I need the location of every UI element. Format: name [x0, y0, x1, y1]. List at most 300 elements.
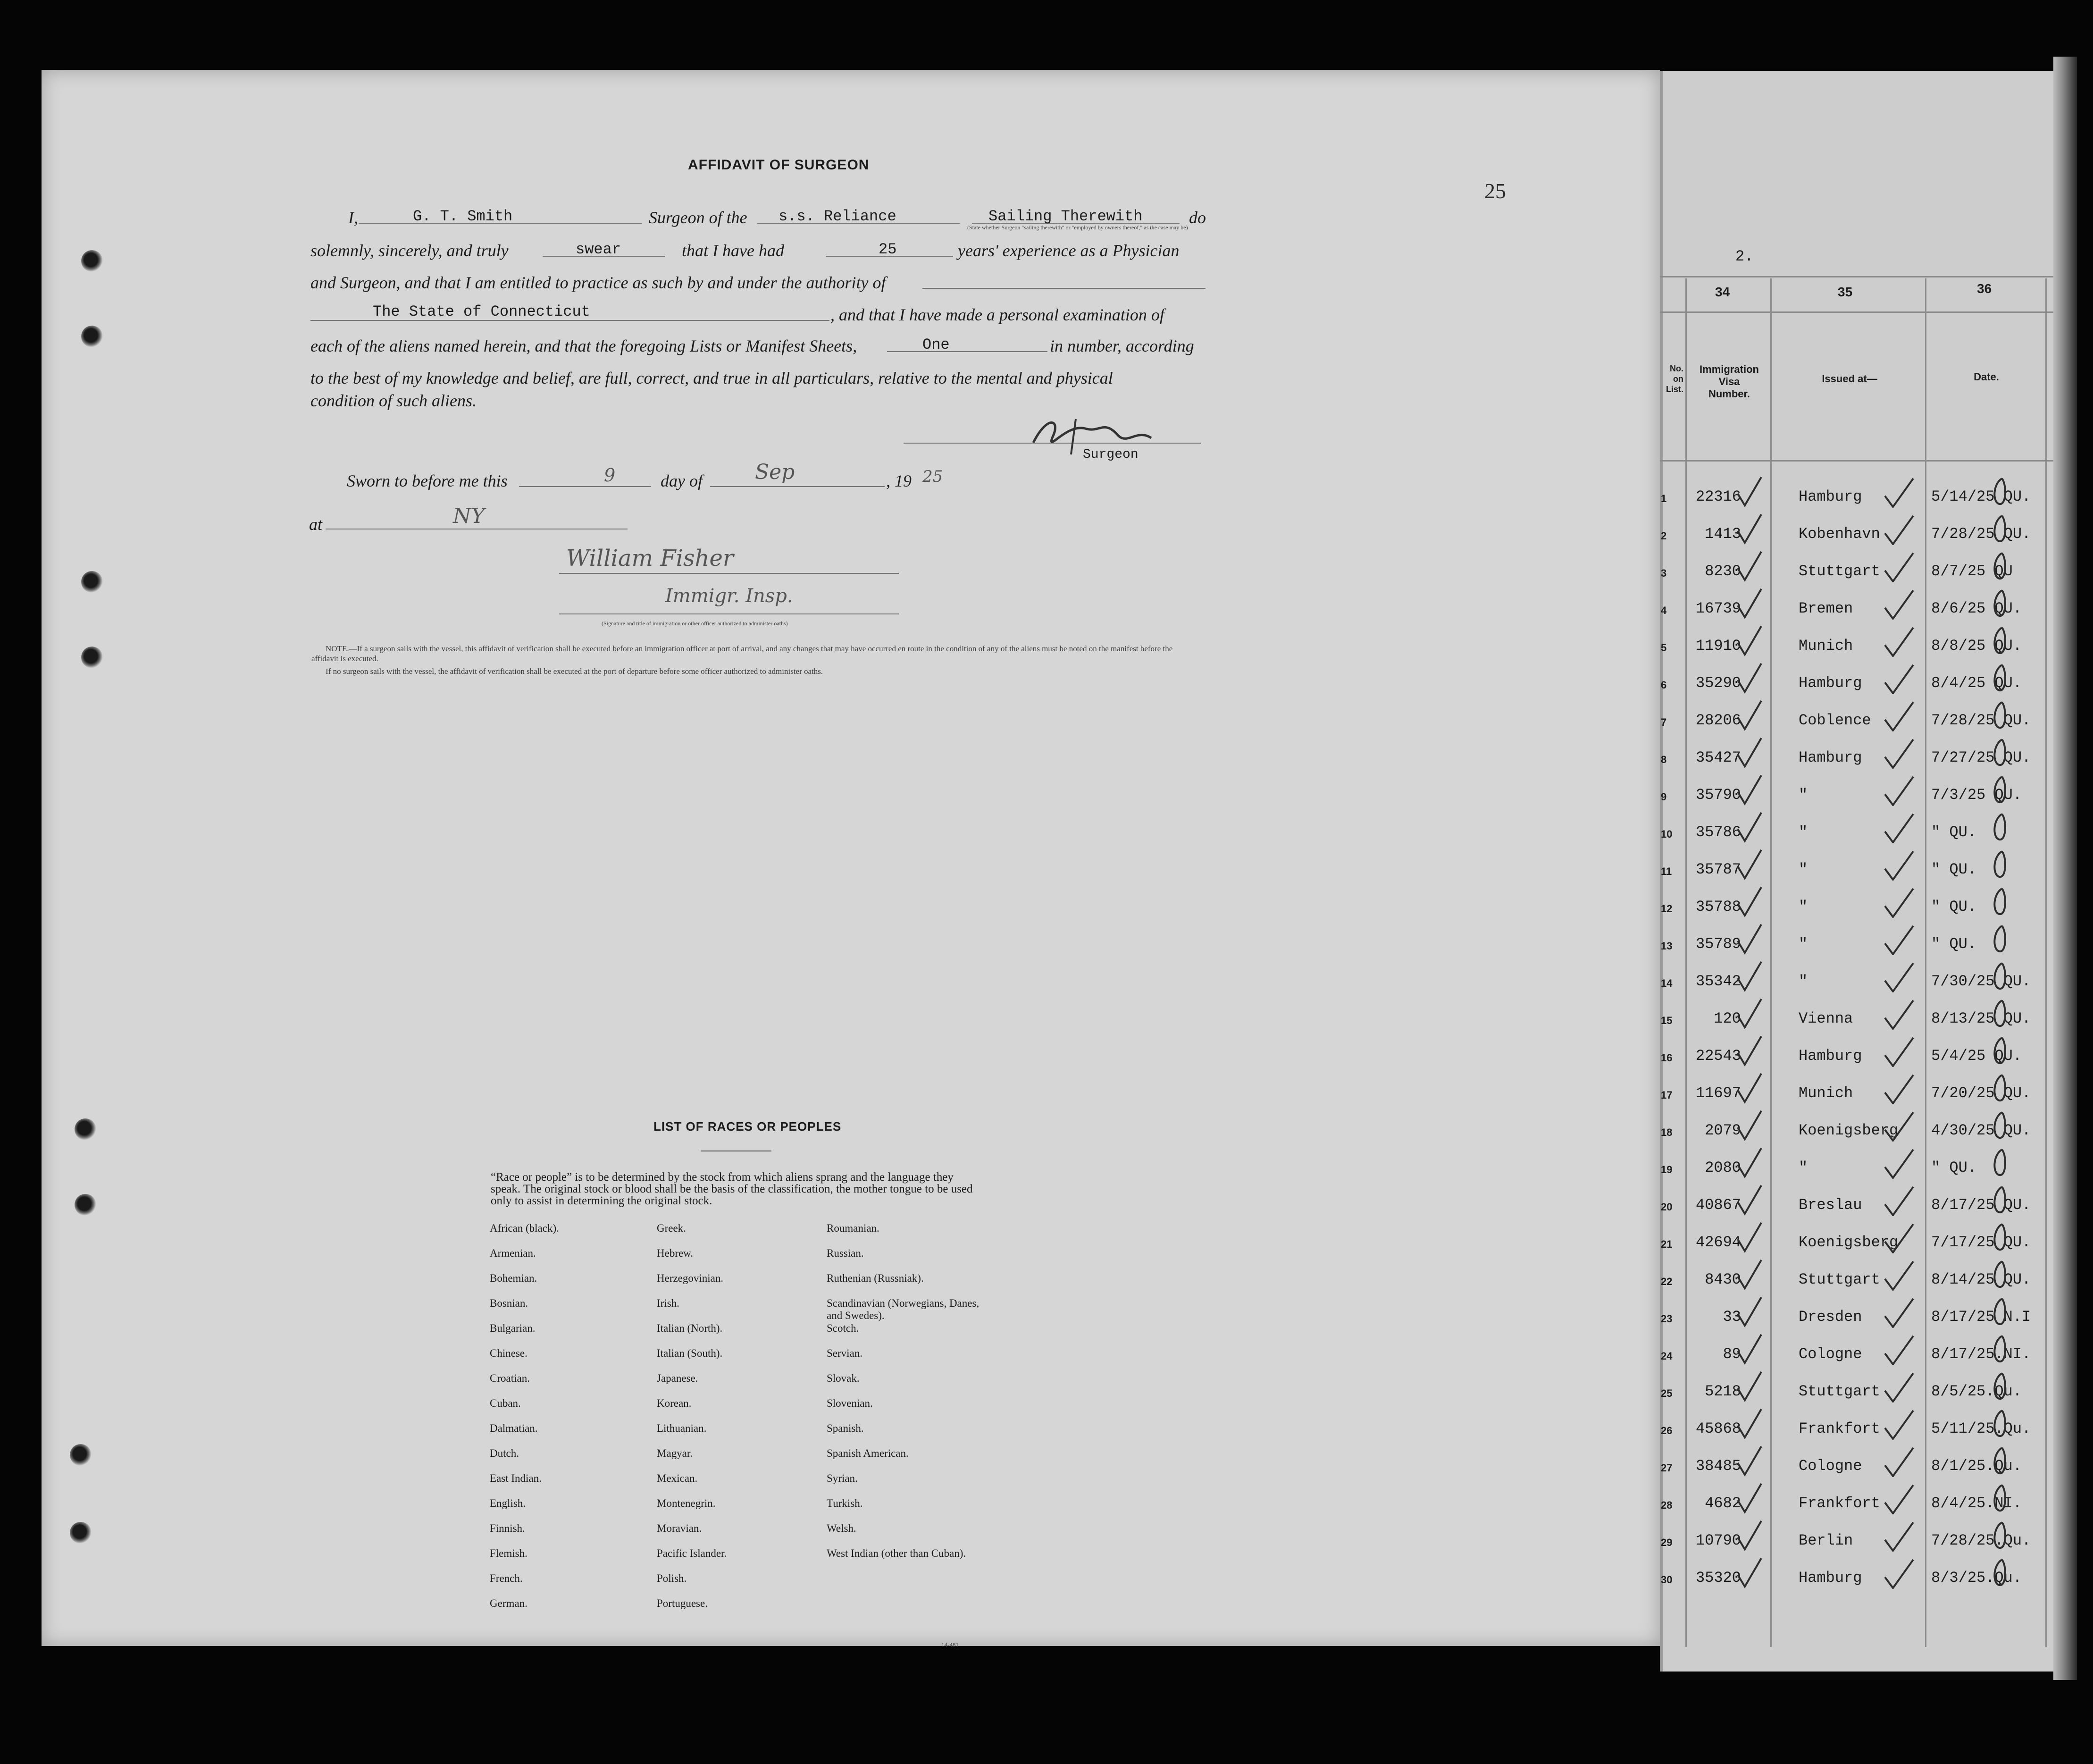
issued-at: Vienna — [1799, 1010, 1853, 1027]
visa-number: 2080 — [1705, 1159, 1741, 1176]
check-mark — [1735, 959, 1764, 992]
check-mark — [1883, 698, 1916, 731]
visa-number: 28206 — [1695, 712, 1741, 729]
page-number: 25 — [1484, 179, 1506, 203]
table-row — [1656, 666, 2048, 703]
binder-hole — [81, 571, 103, 593]
races-column-3 — [827, 1222, 992, 1572]
table-row — [1656, 964, 2048, 1001]
check-mark — [1735, 587, 1764, 620]
check-mark — [1735, 1519, 1764, 1552]
list-number: 20 — [1661, 1201, 1673, 1213]
officer-caption: (Signature and title of immigration or other officer authorized to administer oaths) — [602, 620, 788, 627]
race-entry: Montenegrin. — [657, 1497, 716, 1509]
check-mark — [1735, 1034, 1764, 1067]
check-mark — [1883, 475, 1916, 508]
visa-number: 4682 — [1705, 1495, 1741, 1512]
table-row — [1656, 591, 2048, 629]
issued-at: Bremen — [1799, 600, 1853, 617]
sworn-day: 9 — [604, 465, 616, 486]
officer-signature: William Fisher — [566, 545, 734, 571]
years-experience: 25 — [879, 241, 897, 258]
handwritten-mark — [1990, 1332, 2009, 1365]
check-mark — [1735, 773, 1764, 806]
visa-number: 35788 — [1695, 898, 1741, 916]
visa-number: 10790 — [1695, 1532, 1741, 1549]
visa-date: 8/6/25 QU. — [1931, 600, 2022, 617]
race-entry: Scandinavian (Norwegians, Danes, and Swedes). — [827, 1297, 980, 1321]
visa-date: 7/3/25 QU. — [1931, 786, 2022, 804]
visa-date: 8/17/25.NI. — [1931, 1345, 2031, 1363]
check-mark — [1735, 1258, 1764, 1291]
handwritten-mark — [1990, 1481, 2009, 1514]
race-entry: Croatian. — [490, 1372, 530, 1384]
issued-at: " — [1799, 861, 1808, 878]
issued-at: " — [1799, 898, 1808, 916]
visa-number: 89 — [1723, 1345, 1741, 1363]
check-mark — [1735, 1444, 1764, 1477]
check-mark — [1735, 1556, 1764, 1589]
race-entry: English. — [490, 1497, 526, 1509]
affidavit-text: solemnly, sincerely, and truly — [310, 241, 509, 260]
affidavit-text: in number, according — [1050, 336, 1194, 355]
race-entry: Syrian. — [827, 1472, 858, 1484]
check-mark — [1883, 997, 1916, 1030]
header-visa-number: Immigration Visa Number. — [1700, 363, 1759, 400]
table-row — [1656, 1411, 2048, 1449]
race-entry: Magyar. — [657, 1447, 693, 1459]
table-row — [1656, 1449, 2048, 1486]
check-mark — [1883, 661, 1916, 694]
list-number: 16 — [1661, 1052, 1673, 1064]
table-row — [1656, 1262, 2048, 1300]
check-mark — [1883, 848, 1916, 881]
handwritten-mark — [1990, 1407, 2009, 1440]
handwritten-mark — [1990, 1519, 2009, 1552]
check-mark — [1735, 1183, 1764, 1216]
issued-at: Hamburg — [1799, 1569, 1862, 1587]
check-mark — [1883, 512, 1916, 545]
sheets-count: One — [922, 336, 950, 353]
check-mark — [1883, 1071, 1916, 1104]
affidavit-text: that I have had — [682, 241, 784, 260]
issued-at: Koenigsberg — [1799, 1234, 1899, 1251]
check-mark — [1883, 624, 1916, 657]
table-row — [1656, 1076, 2048, 1113]
visa-date: " QU. — [1931, 898, 1977, 916]
list-number: 24 — [1661, 1350, 1673, 1362]
visa-date: " QU. — [1931, 1159, 1977, 1176]
check-mark — [1735, 549, 1764, 582]
visa-date: 8/14/25 QU. — [1931, 1271, 2031, 1288]
list-number: 1 — [1661, 493, 1667, 504]
sworn-place: NY — [453, 504, 485, 528]
visa-number: 35320 — [1695, 1569, 1741, 1587]
handwritten-mark — [1990, 959, 2009, 992]
handwritten-mark — [1990, 1146, 2009, 1179]
list-number: 5 — [1661, 642, 1667, 654]
list-number: 6 — [1661, 679, 1667, 691]
visa-number: 35789 — [1695, 935, 1741, 953]
list-number: 21 — [1661, 1238, 1673, 1250]
issued-at: Berlin — [1799, 1532, 1853, 1549]
affidavit-text: day of — [661, 471, 703, 490]
handwritten-mark — [1990, 1220, 2009, 1253]
check-mark — [1735, 997, 1764, 1030]
table-row — [1656, 479, 2048, 517]
page-edge — [2053, 57, 2077, 1680]
sheet-marker: 2. — [1735, 248, 1754, 265]
check-mark — [1883, 810, 1916, 843]
race-entry: Bulgarian. — [490, 1322, 536, 1334]
affidavit-text: Surgeon of the — [649, 208, 747, 227]
issued-at: " — [1799, 786, 1808, 804]
visa-number: 35787 — [1695, 861, 1741, 878]
handwritten-mark — [1990, 773, 2009, 806]
race-entry: Armenian. — [490, 1247, 536, 1259]
visa-number: 42694 — [1695, 1234, 1741, 1251]
issued-at: " — [1799, 973, 1808, 990]
table-row — [1656, 1225, 2048, 1262]
check-mark — [1735, 848, 1764, 881]
affidavit-text: do — [1189, 208, 1206, 227]
table-row — [1656, 1113, 2048, 1151]
visa-date: 8/1/25.Qu. — [1931, 1457, 2022, 1475]
table-row — [1656, 517, 2048, 554]
sworn-month: Sep — [755, 460, 795, 484]
table-row — [1656, 1300, 2048, 1337]
header-issued-at: Issued at— — [1822, 373, 1877, 385]
visa-date: 7/28/25 QU. — [1931, 525, 2031, 543]
handwritten-mark — [1990, 997, 2009, 1030]
visa-number: 35790 — [1695, 786, 1741, 804]
list-number: 14 — [1661, 977, 1673, 989]
issued-at: " — [1799, 823, 1808, 841]
list-number: 18 — [1661, 1126, 1673, 1138]
list-number: 9 — [1661, 791, 1667, 803]
issued-at: Dresden — [1799, 1308, 1862, 1326]
visa-date: " QU. — [1931, 823, 1977, 841]
list-number: 2 — [1661, 530, 1667, 542]
race-entry: Flemish. — [490, 1547, 527, 1559]
issued-at: Kobenhavn — [1799, 525, 1880, 543]
check-mark — [1883, 587, 1916, 620]
table-row — [1656, 1001, 2048, 1039]
list-number: 3 — [1661, 567, 1667, 579]
visa-date: 7/27/25 QU. — [1931, 749, 2031, 766]
visa-number: 22316 — [1695, 488, 1741, 505]
visa-date: 8/5/25.Qu. — [1931, 1383, 2022, 1400]
check-mark — [1735, 1109, 1764, 1142]
underline — [519, 486, 651, 487]
visa-number: 35427 — [1695, 749, 1741, 766]
list-number: 10 — [1661, 828, 1673, 840]
handwritten-mark — [1990, 1556, 2009, 1589]
races-title: LIST OF RACES OR PEOPLES — [653, 1119, 842, 1134]
column-number-36: 36 — [1977, 281, 1992, 296]
binder-hole — [70, 1444, 92, 1466]
race-entry: Chinese. — [490, 1347, 527, 1359]
visa-number: 5218 — [1705, 1383, 1741, 1400]
issued-at: Hamburg — [1799, 674, 1862, 692]
handwritten-mark — [1990, 922, 2009, 955]
race-entry: Italian (South). — [657, 1347, 723, 1359]
visa-number: 33 — [1723, 1308, 1741, 1326]
handwritten-mark — [1990, 549, 2009, 582]
list-number: 15 — [1661, 1015, 1673, 1026]
affidavit-text: each of the aliens named herein, and that the foregoing Lists or Manifest Sheets, — [310, 336, 857, 355]
race-entry: Italian (North). — [657, 1322, 723, 1334]
check-mark — [1735, 475, 1764, 508]
visa-date: 8/17/25 QU. — [1931, 1196, 2031, 1214]
race-entry: Cuban. — [490, 1397, 521, 1409]
table-rule — [1660, 311, 2053, 313]
binder-hole — [75, 1118, 96, 1140]
authority: The State of Connecticut — [373, 303, 590, 320]
check-mark — [1735, 512, 1764, 545]
issued-at: Hamburg — [1799, 488, 1862, 505]
handwritten-mark — [1990, 1034, 2009, 1067]
visa-number: 35342 — [1695, 973, 1741, 990]
issued-at: Frankfort — [1799, 1495, 1880, 1512]
handwritten-mark — [1990, 661, 2009, 694]
issued-at: Coblence — [1799, 712, 1871, 729]
handwritten-mark — [1990, 810, 2009, 843]
binder-hole — [81, 250, 103, 272]
issued-at: Stuttgart — [1799, 1383, 1880, 1400]
check-mark — [1883, 1258, 1916, 1291]
table-row — [1656, 778, 2048, 815]
check-mark — [1883, 1444, 1916, 1477]
check-mark — [1883, 1220, 1916, 1253]
table-row — [1656, 703, 2048, 740]
check-mark — [1883, 959, 1916, 992]
underline — [559, 613, 899, 614]
race-entry: Turkish. — [827, 1497, 863, 1509]
list-number: 13 — [1661, 940, 1673, 952]
table-row — [1656, 1151, 2048, 1188]
check-mark — [1735, 1369, 1764, 1403]
table-row — [1656, 740, 2048, 778]
check-mark — [1735, 810, 1764, 843]
visa-number: 16739 — [1695, 600, 1741, 617]
race-entry: Bosnian. — [490, 1297, 528, 1309]
check-mark — [1883, 1369, 1916, 1403]
table-row — [1656, 1039, 2048, 1076]
affidavit-text: , and that I have made a personal examination of — [830, 305, 1164, 324]
race-entry: Roumanian. — [827, 1222, 879, 1234]
affidavit-text: I, — [348, 208, 358, 227]
race-entry: Greek. — [657, 1222, 686, 1234]
visa-date: 7/17/25 QU. — [1931, 1234, 2031, 1251]
race-entry: Korean. — [657, 1397, 692, 1409]
check-mark — [1883, 922, 1916, 955]
visa-number: 1413 — [1705, 525, 1741, 543]
table-row — [1656, 1523, 2048, 1561]
handwritten-mark — [1990, 848, 2009, 881]
race-entry: Spanish. — [827, 1422, 864, 1434]
race-entry: Ruthenian (Russniak). — [827, 1272, 924, 1284]
list-number: 23 — [1661, 1313, 1673, 1325]
check-mark — [1735, 1146, 1764, 1179]
race-entry: Scotch. — [827, 1322, 859, 1334]
header-list-no: No. on List. — [1666, 364, 1683, 394]
handwritten-mark — [1990, 1183, 2009, 1216]
issued-at: Cologne — [1799, 1345, 1862, 1363]
race-entry: Dutch. — [490, 1447, 519, 1459]
visa-date: 7/28/25 QU. — [1931, 712, 2031, 729]
race-entry: Polish. — [657, 1572, 687, 1584]
check-mark — [1883, 773, 1916, 806]
note-surgeon-sails: NOTE.—If a surgeon sails with the vessel, this affidavit of verification shall be executed before an immigration officer at port of arrival, and any changes that may have occurred en route in the condition of any of the aliens must be noted on the manifest before the affidavit is executed. — [311, 644, 1173, 663]
check-mark — [1883, 1146, 1916, 1179]
check-mark — [1883, 1332, 1916, 1365]
issued-at: " — [1799, 1159, 1808, 1176]
visa-number: 11697 — [1695, 1084, 1741, 1102]
note-no-surgeon: If no surgeon sails with the vessel, the affidavit of verification shall be executed at the port of departure before some officer authorized to administer oaths. — [326, 667, 823, 676]
table-row — [1656, 1188, 2048, 1225]
affidavit-text: , 19 — [886, 471, 912, 490]
issued-at: Frankfort — [1799, 1420, 1880, 1437]
check-mark — [1883, 1109, 1916, 1142]
list-number: 17 — [1661, 1089, 1673, 1101]
table-row — [1656, 554, 2048, 591]
list-number: 8 — [1661, 754, 1667, 765]
visa-number: 2079 — [1705, 1122, 1741, 1139]
race-entry: East Indian. — [490, 1472, 542, 1484]
race-entry: Slovenian. — [827, 1397, 873, 1409]
affidavit-text: to the best of my knowledge and belief, are full, correct, and true in all particulars, relative to the mental and physical — [310, 369, 1113, 387]
list-number: 29 — [1661, 1537, 1673, 1548]
table-row — [1656, 815, 2048, 852]
visa-date: 8/17/25 N.I — [1931, 1308, 2031, 1326]
list-number: 11 — [1661, 865, 1672, 877]
visa-number: 22543 — [1695, 1047, 1741, 1065]
table-row — [1656, 1561, 2048, 1598]
table-row — [1656, 927, 2048, 964]
handwritten-mark — [1990, 1071, 2009, 1104]
handwritten-mark — [1990, 1295, 2009, 1328]
visa-number: 8230 — [1705, 563, 1741, 580]
race-entry: Lithuanian. — [657, 1422, 707, 1434]
handwritten-mark — [1990, 512, 2009, 545]
visa-date: 7/30/25 QU. — [1931, 973, 2031, 990]
check-mark — [1883, 549, 1916, 582]
handwritten-mark — [1990, 587, 2009, 620]
underline — [710, 486, 885, 487]
column-number-35: 35 — [1838, 285, 1853, 299]
visa-number: 35786 — [1695, 823, 1741, 841]
visa-date: 5/14/25 QU. — [1931, 488, 2031, 505]
visa-date: 8/13/25 QU. — [1931, 1010, 2031, 1027]
race-entry: Russian. — [827, 1247, 864, 1259]
table-row — [1656, 890, 2048, 927]
underline — [559, 573, 899, 574]
affidavit-text: Sworn to before me this — [347, 471, 508, 490]
race-entry: Pacific Islander. — [657, 1547, 727, 1559]
issued-at: Breslau — [1799, 1196, 1862, 1214]
list-number: 4 — [1661, 605, 1667, 616]
issued-at: " — [1799, 935, 1808, 953]
handwritten-mark — [1990, 885, 2009, 918]
sailing-status: Sailing Therewith — [988, 208, 1143, 225]
race-entry: Mexican. — [657, 1472, 698, 1484]
race-entry: Moravian. — [657, 1522, 702, 1534]
surgeon-label: Surgeon — [1083, 447, 1139, 462]
binder-hole — [70, 1522, 92, 1544]
issued-at: Munich — [1799, 1084, 1853, 1102]
table-row — [1656, 852, 2048, 890]
race-entry: French. — [490, 1572, 523, 1584]
race-entry: Dalmatian. — [490, 1422, 538, 1434]
race-entry: Welsh. — [827, 1522, 856, 1534]
column-number-34: 34 — [1715, 285, 1730, 299]
race-entry: Spanish American. — [827, 1447, 909, 1459]
table-row — [1656, 1374, 2048, 1411]
check-mark — [1735, 1220, 1764, 1253]
oath-type: swear — [576, 241, 621, 258]
list-number: 28 — [1661, 1499, 1673, 1511]
binder-hole — [75, 1194, 96, 1216]
check-mark — [1883, 736, 1916, 769]
state-whether-note: (State whether Surgeon "sailing therewith" or "employed by owners thereof," as the case may be) — [967, 224, 1188, 231]
visa-number: 45868 — [1695, 1420, 1741, 1437]
issued-at: Koenigsberg — [1799, 1122, 1899, 1139]
handwritten-mark — [1990, 475, 2009, 508]
visa-date: " QU. — [1931, 861, 1977, 878]
table-row — [1656, 1337, 2048, 1374]
visa-date: 8/4/25 QU. — [1931, 674, 2022, 692]
check-mark — [1735, 736, 1764, 769]
issued-at: Hamburg — [1799, 749, 1862, 766]
check-mark — [1883, 1519, 1916, 1552]
list-number: 12 — [1661, 903, 1673, 915]
list-number: 25 — [1661, 1387, 1673, 1399]
check-mark — [1735, 922, 1764, 955]
check-mark — [1735, 624, 1764, 657]
issued-at: Hamburg — [1799, 1047, 1862, 1065]
check-mark — [1735, 885, 1764, 918]
list-number: 7 — [1661, 716, 1667, 728]
check-mark — [1883, 1407, 1916, 1440]
table-row — [1656, 629, 2048, 666]
race-entry: Finnish. — [490, 1522, 525, 1534]
race-entry: Servian. — [827, 1347, 863, 1359]
check-mark — [1735, 1407, 1764, 1440]
visa-date: 8/8/25 QU. — [1931, 637, 2022, 655]
handwritten-mark — [1990, 1444, 2009, 1477]
issued-at: Stuttgart — [1799, 563, 1880, 580]
race-entry: Japanese. — [657, 1372, 698, 1384]
visa-number: 8430 — [1705, 1271, 1741, 1288]
visa-number: 120 — [1714, 1010, 1741, 1027]
race-entry: Irish. — [657, 1297, 679, 1309]
sworn-year: 25 — [922, 467, 943, 486]
visa-number: 35290 — [1695, 674, 1741, 692]
form-code: 14-481 — [941, 1641, 959, 1648]
issued-at: Munich — [1799, 637, 1853, 655]
list-number: 19 — [1661, 1164, 1673, 1176]
underline — [922, 288, 1206, 289]
list-number: 22 — [1661, 1276, 1673, 1287]
underline — [887, 351, 1047, 352]
check-mark — [1735, 661, 1764, 694]
list-number: 30 — [1661, 1574, 1673, 1586]
binder-hole — [81, 326, 103, 347]
header-date: Date. — [1974, 371, 1999, 383]
visa-date: 8/3/25.Qu. — [1931, 1569, 2022, 1587]
check-mark — [1883, 885, 1916, 918]
